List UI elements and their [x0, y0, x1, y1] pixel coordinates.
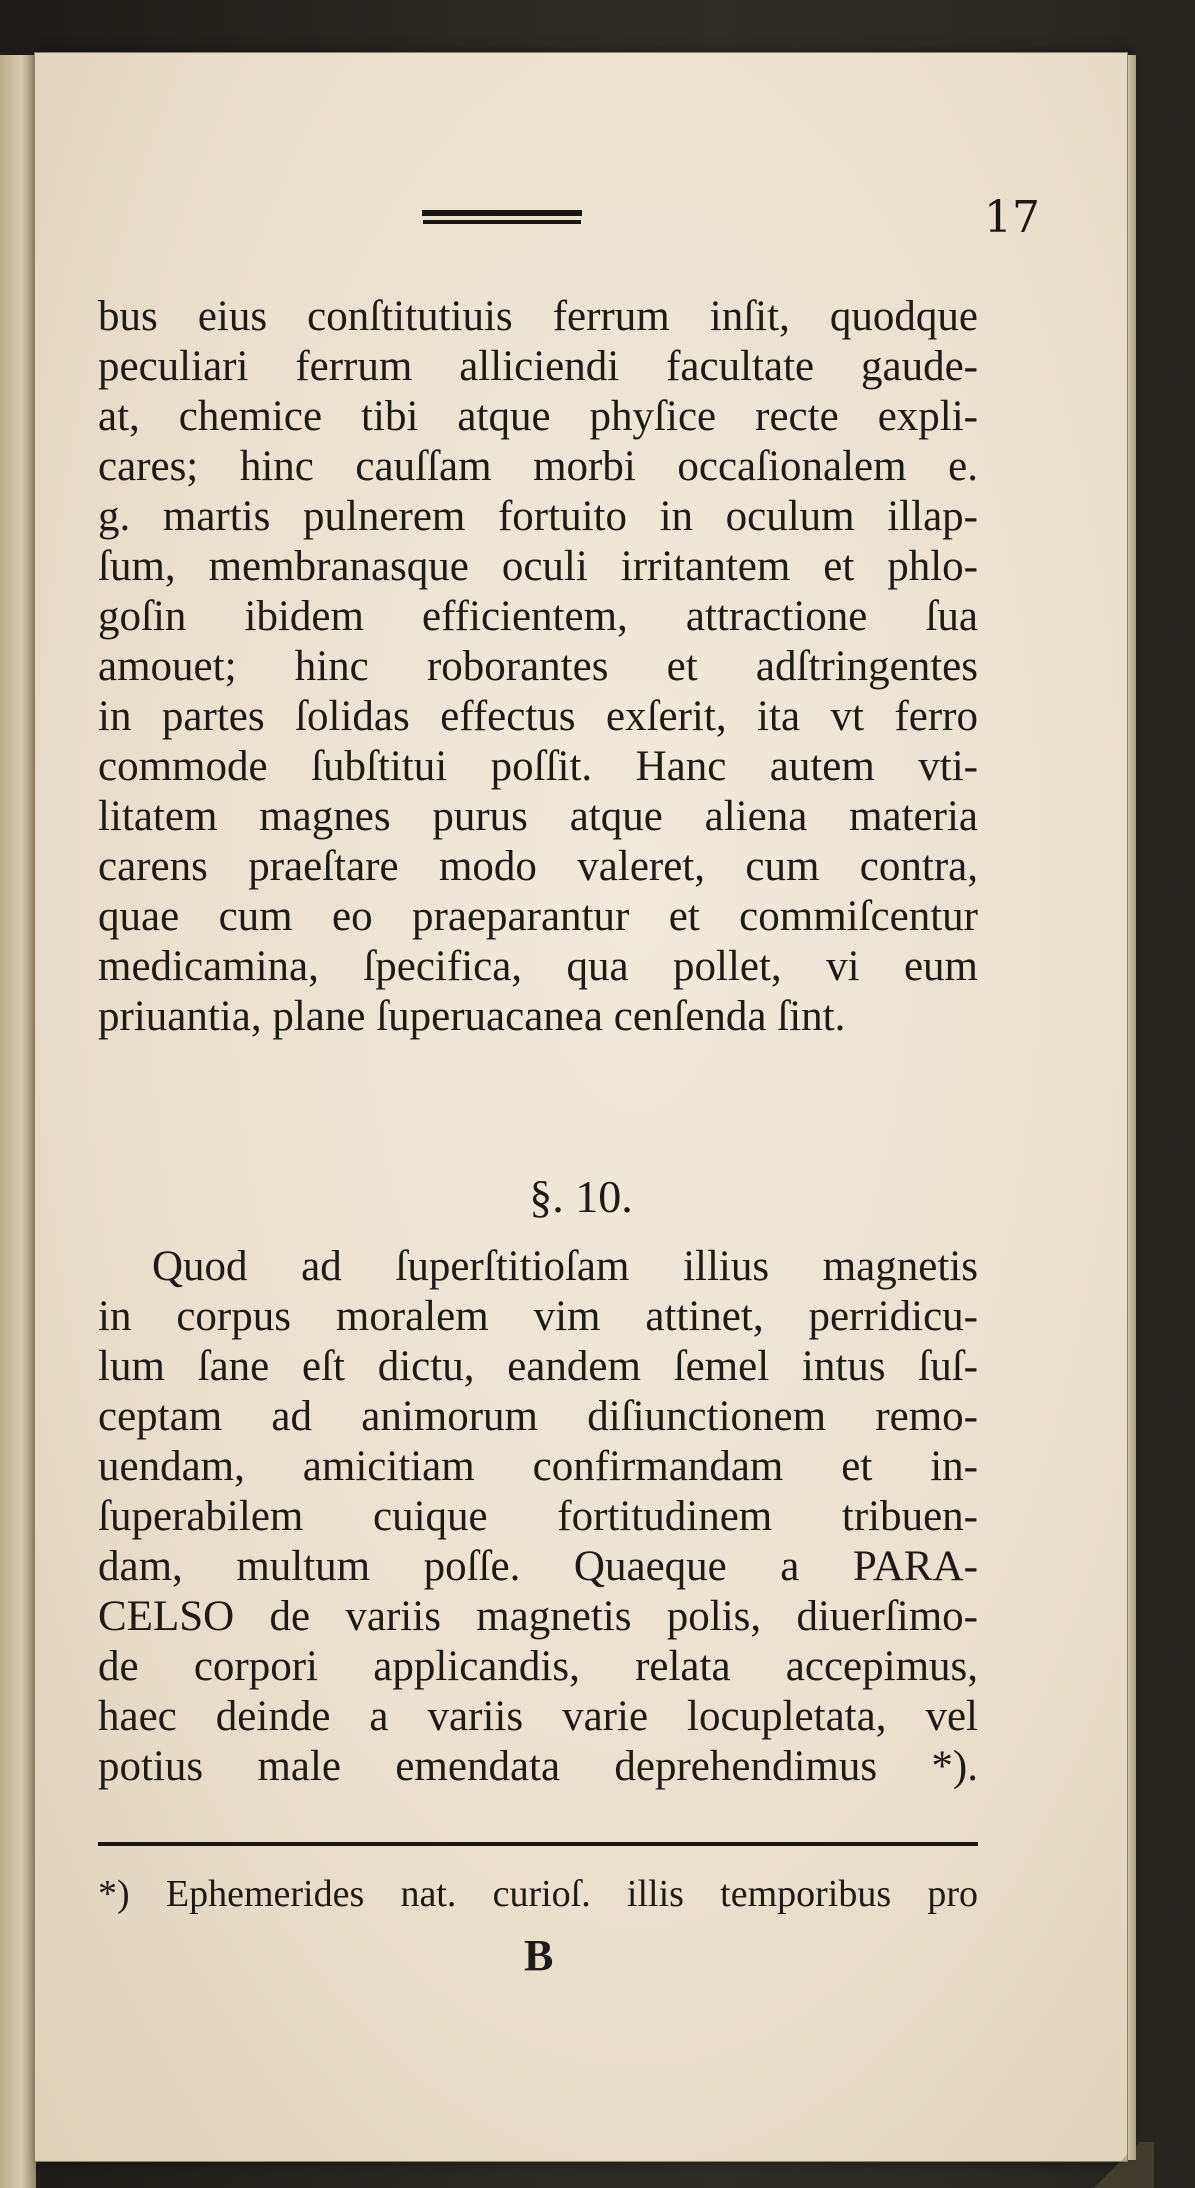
text-line: goſin ibidem efficientem, attractione ſua	[98, 593, 978, 640]
text-line: cares; hinc cauſſam morbi occaſionalem e.	[98, 443, 978, 490]
text-line: priuantia, plane ſuperuacanea cenſenda ſint.	[98, 993, 846, 1040]
text-line: g. martis pulnerem fortuito in oculum illap-	[98, 493, 978, 540]
text-line: in partes ſolidas effectus exſerit, ita vt ferro	[98, 693, 978, 740]
text-line: ſum, membranasque oculi irritantem et phlo-	[98, 543, 978, 590]
book-page	[34, 52, 1128, 2162]
text-line: commode ſubſtitui poſſit. Hanc autem vti-	[98, 743, 978, 790]
paragraph-section	[98, 1242, 978, 1792]
text-line: quae cum eo praeparantur et commiſcentur	[98, 893, 978, 940]
text-line: uendam, amicitiam confirmandam et in-	[98, 1443, 978, 1490]
text-line: Quod ad ſuperſtitioſam illius magnetis	[152, 1243, 978, 1290]
text-line: at, chemice tibi atque phyſice recte expli-	[98, 393, 978, 440]
text-line: in corpus moralem vim attinet, perridicu-	[98, 1293, 978, 1340]
text-line: CELSO de variis magnetis polis, diuerſimo-	[98, 1593, 978, 1640]
footnote: *) Ephemerides nat. curioſ. illis temporibus pro	[98, 1873, 978, 1915]
text-line: peculiari ferrum alliciendi facultate gaude-	[98, 343, 978, 390]
text-line: de corpori applicandis, relata accepimus,	[98, 1643, 978, 1690]
paragraph-body	[98, 292, 978, 1042]
text-line: litatem magnes purus atque aliena materia	[98, 793, 978, 840]
text-line: dam, multum poſſe. Quaeque a PARA-	[98, 1543, 978, 1590]
text-line: lum ſane eſt dictu, eandem ſemel intus ſuſ-	[98, 1343, 978, 1390]
signature-mark: B	[524, 1931, 554, 1980]
section-heading: §. 10.	[529, 1171, 633, 1222]
facing-page-edge	[0, 55, 36, 2188]
text-line: bus eius conſtitutiuis ferrum inſit, quodque	[98, 293, 978, 340]
header-ornament-rule	[422, 210, 582, 216]
text-line: ſuperabilem cuique fortitudinem tribuen-	[98, 1493, 978, 1540]
text-line: carens praeſtare modo valeret, cum contra,	[98, 843, 978, 890]
page-stack-edge	[1128, 55, 1136, 2160]
text-line: potius male emendata deprehendimus *).	[98, 1743, 978, 1790]
text-line: haec deinde a variis varie locupletata, vel	[98, 1693, 978, 1740]
text-line: ceptam ad animorum diſiunctionem remo-	[98, 1393, 978, 1440]
page-corner-fold	[1064, 2142, 1154, 2188]
footnote-rule	[98, 1842, 978, 1846]
page-number: 17	[984, 192, 1040, 243]
text-line: amouet; hinc roborantes et adſtringentes	[98, 643, 978, 690]
text-line: medicamina, ſpecifica, qua pollet, vi eum	[98, 943, 978, 990]
